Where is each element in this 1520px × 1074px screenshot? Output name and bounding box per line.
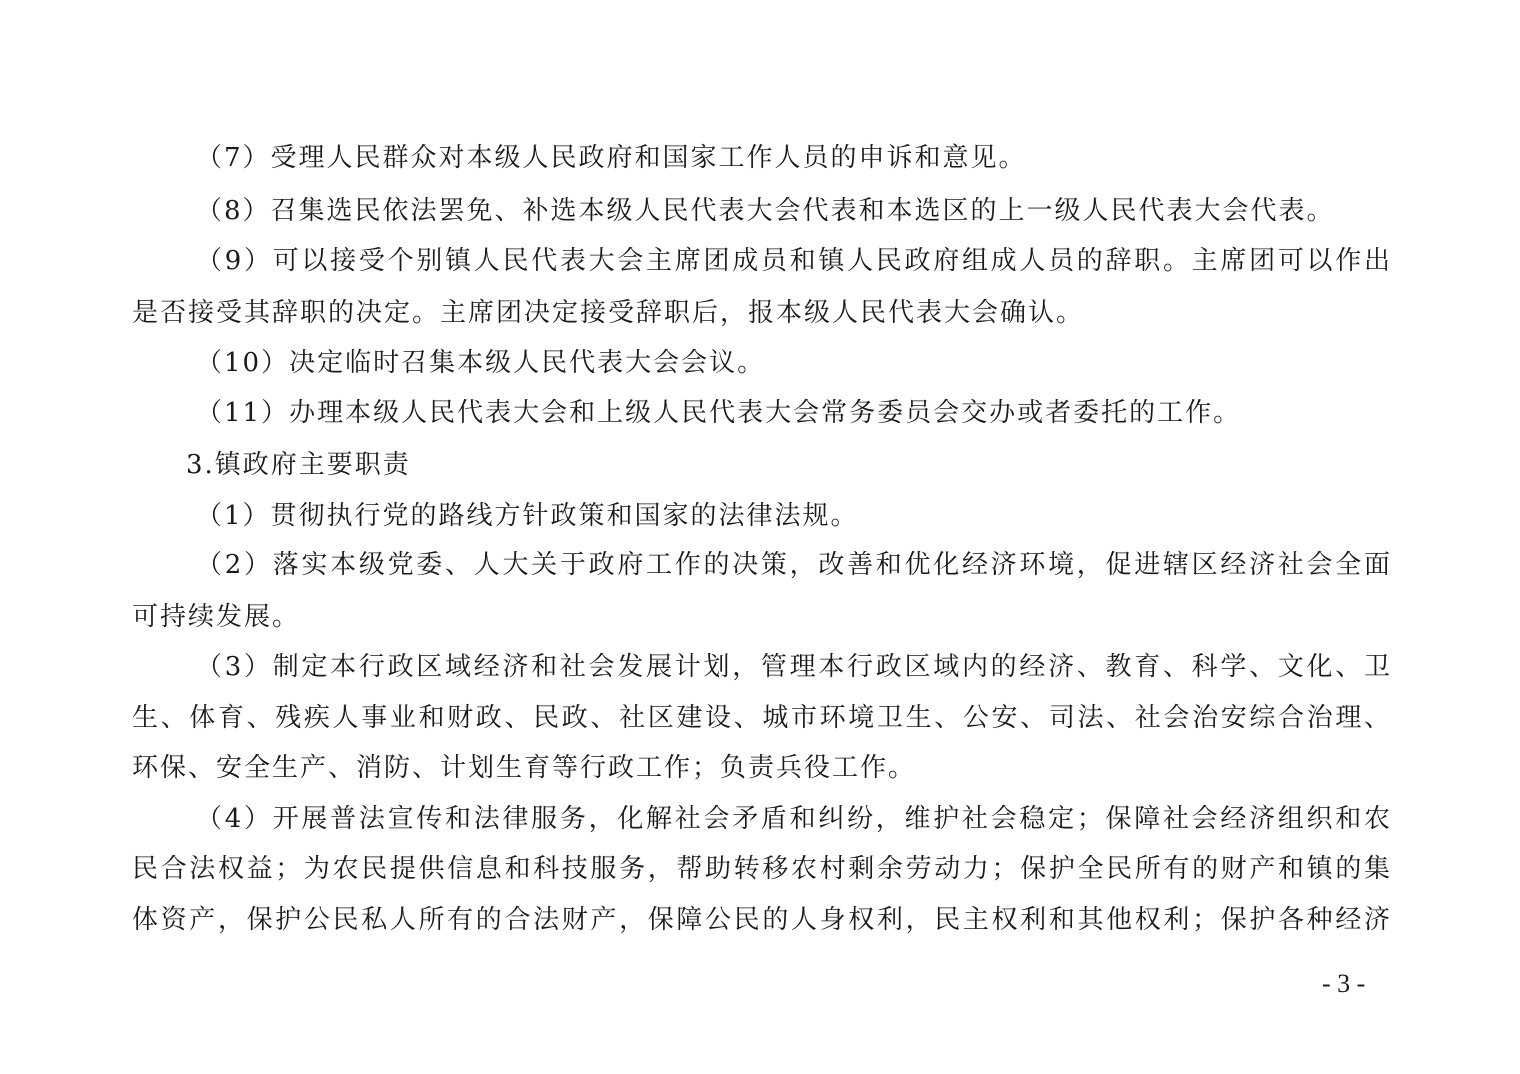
section-heading: 3.镇政府主要职责 [186, 450, 411, 480]
paragraph-line: （4）开展普法宣传和法律服务，化解社会矛盾和纠纷，维护社会稳定；保障社会经济组织和农 [196, 804, 1390, 834]
page-number: - 3 - [1322, 969, 1366, 998]
paragraph-line: 民合法权益；为农民提供信息和科技服务，帮助转移农村剩余劳动力；保护全民所有的财产和镇的集 [132, 854, 1390, 884]
paragraph-line: （3）制定本行政区域经济和社会发展计划，管理本行政区域内的经济、教育、科学、文化、卫 [196, 652, 1390, 682]
paragraph-line: 是否接受其辞职的决定。主席团决定接受辞职后，报本级人民代表大会确认。 [132, 298, 1085, 328]
paragraph-line: （1）贯彻执行党的路线方针政策和国家的法律法规。 [196, 501, 859, 531]
paragraph-line: 环保、安全生产、消防、计划生育等行政工作；负责兵役工作。 [132, 753, 917, 783]
paragraph-line: 体资产，保护公民私人所有的合法财产，保障公民的人身权利，民主权利和其他权利；保护各种经济 [132, 905, 1390, 935]
paragraph-line: 可持续发展。 [132, 602, 301, 632]
paragraph-line: （10）决定临时召集本级人民代表大会会议。 [196, 348, 766, 378]
paragraph-line: （9）可以接受个别镇人民代表大会主席团成员和镇人民政府组成人员的辞职。主席团可以作出 [196, 246, 1390, 276]
paragraph-line: （7）受理人民群众对本级人民政府和国家工作人员的申诉和意见。 [196, 143, 1027, 173]
paragraph-line: （11）办理本级人民代表大会和上级人民代表大会常务委员会交办或者委托的工作。 [196, 398, 1242, 428]
paragraph-line: 生、体育、残疾人事业和财政、民政、社区建设、城市环境卫生、公安、司法、社会治安综合治理、 [132, 703, 1390, 733]
paragraph-line: （8）召集选民依法罢免、补选本级人民代表大会代表和本选区的上一级人民代表大会代表。 [196, 196, 1335, 226]
paragraph-line: （2）落实本级党委、人大关于政府工作的决策，改善和优化经济环境，促进辖区经济社会全面 [196, 550, 1390, 580]
